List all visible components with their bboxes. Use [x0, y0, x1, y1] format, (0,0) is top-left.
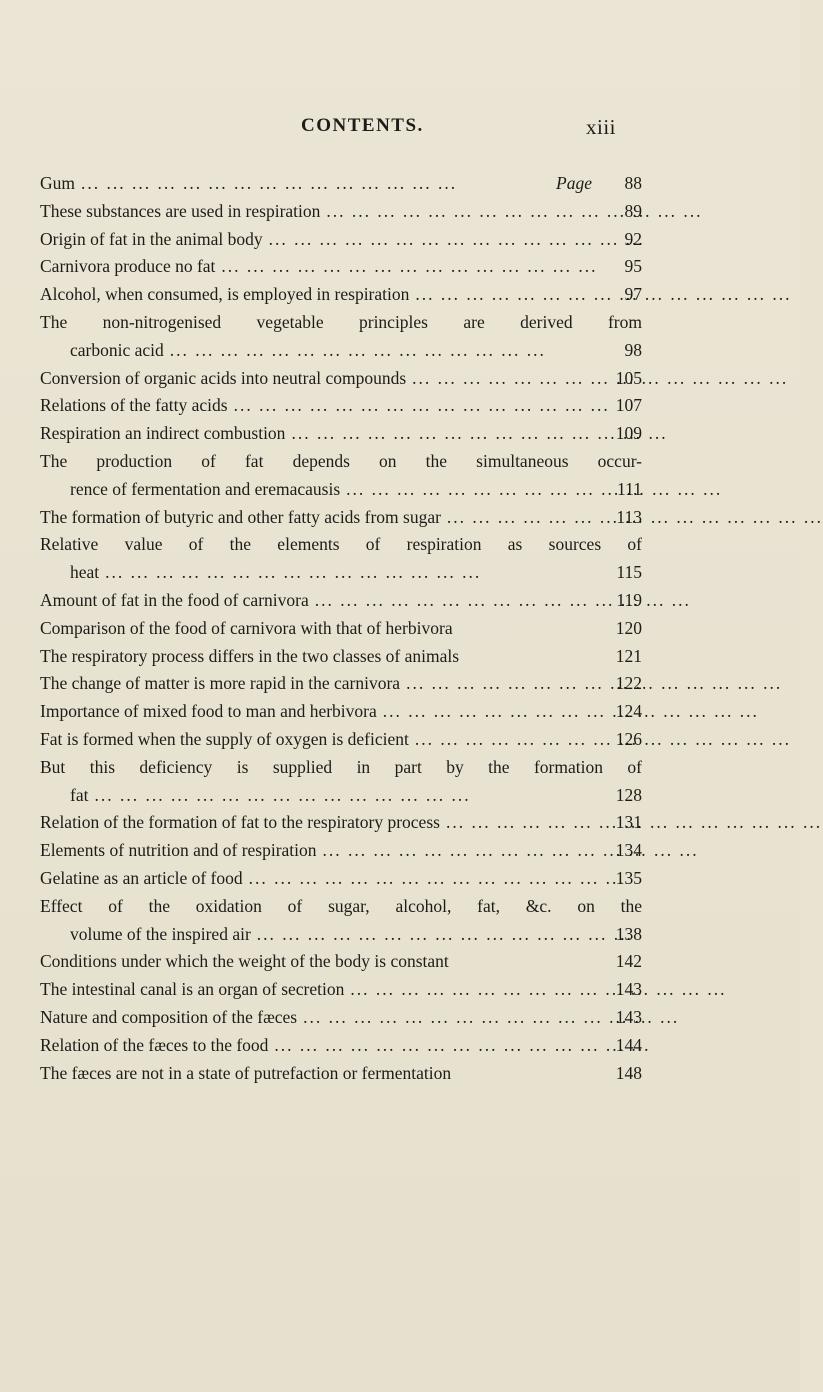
- toc-page-number: 109: [615, 423, 642, 444]
- toc-entry-title: Carnivora produce no fat: [40, 256, 216, 277]
- page-header: [0, 115, 800, 145]
- toc-entry: [40, 420, 642, 448]
- toc-page-number: 88: [624, 173, 642, 193]
- toc-page-number: 138: [615, 923, 642, 944]
- dot-leader: [285, 420, 600, 448]
- toc-entry: [40, 448, 642, 504]
- toc-entry-title: Comparison of the food of carnivora with that of herbivora: [40, 617, 453, 638]
- dot-leader: [377, 698, 600, 726]
- toc-entry: [40, 754, 642, 810]
- toc-entry-title: Gelatine as an article of food: [40, 867, 243, 888]
- dot-leader: [99, 559, 600, 587]
- toc-page-number: 115: [616, 562, 642, 583]
- toc-page-number: 124: [615, 701, 642, 722]
- toc-entry: [40, 948, 642, 976]
- dot-leader: [215, 253, 600, 281]
- toc-entry-title: Alcohol, when consumed, is employed in respiration: [40, 284, 410, 305]
- toc-entry-title: The change of matter is more rapid in the carnivora: [40, 673, 401, 694]
- dot-leader: [441, 504, 600, 532]
- toc-entry-title: rence of fermentation and eremacausis: [70, 478, 341, 499]
- toc-page-number: 95: [624, 256, 642, 277]
- toc-entry: [40, 1004, 642, 1032]
- toc-page-number: 148: [615, 1062, 642, 1083]
- dot-leader: [340, 476, 600, 504]
- toc-entry: [40, 281, 642, 309]
- toc-page-number: 92: [624, 228, 642, 249]
- dot-leader: [164, 337, 600, 365]
- toc-entry-title: But this deficiency is supplied in part by the formation of: [40, 756, 642, 777]
- toc-entry-title: The respiratory process differs in the two classes of animals: [40, 645, 460, 666]
- toc-entry-title: Importance of mixed food to man and herbivora: [40, 701, 377, 722]
- toc-entry-title: Effect of the oxidation of sugar, alcohol, fat, &c. on the: [40, 895, 642, 916]
- toc-entry: [40, 365, 642, 393]
- toc-entry-title: Gum: [40, 173, 75, 193]
- toc-entry-title: Nature and composition of the fæces: [40, 1006, 298, 1027]
- toc-entry: [40, 1032, 642, 1060]
- toc-entry-title: Relation of the fæces to the food: [40, 1034, 269, 1055]
- dot-leader: [409, 281, 600, 309]
- toc-entry-title: Relation of the formation of fat to the respiratory process: [40, 812, 440, 833]
- dot-leader: [317, 837, 600, 865]
- toc-page-number: 126: [615, 728, 642, 749]
- toc-entry: [40, 670, 642, 698]
- toc-entry-title: Origin of fat in the animal body: [40, 228, 263, 249]
- toc-page-number: 89: [624, 200, 642, 221]
- dot-leader: [440, 809, 600, 837]
- toc-page-number: 135: [615, 867, 642, 888]
- toc-entry-title: The non-nitrogenised vegetable principles are derived from: [40, 311, 642, 332]
- toc-entry-title: heat: [70, 562, 100, 583]
- toc-entry: [40, 837, 642, 865]
- dot-leader: [228, 392, 600, 420]
- page-number: xiii: [586, 115, 617, 139]
- dot-leader: [268, 1032, 600, 1060]
- toc-entry-title: Relations of the fatty acids: [40, 395, 228, 416]
- toc-entry-title: volume of the inspired air: [70, 923, 251, 944]
- toc-entry: [40, 253, 642, 281]
- dot-leader: [88, 782, 600, 810]
- toc-entry-title: The intestinal canal is an organ of secretion: [40, 979, 345, 1000]
- table-of-contents: [40, 170, 642, 1087]
- dot-leader: [251, 921, 600, 949]
- toc-page-number: 111: [617, 478, 642, 499]
- toc-entry-title: Elements of nutrition and of respiration: [40, 840, 317, 861]
- dot-leader: [344, 976, 600, 1004]
- toc-entry: [40, 531, 642, 587]
- toc-entry-title: The formation of butyric and other fatty acids from sugar: [40, 506, 441, 527]
- dot-leader: [406, 365, 600, 393]
- toc-page-number: 98: [624, 339, 642, 360]
- toc-entry-title: Conditions under which the weight of the body is constant: [40, 951, 449, 972]
- toc-page-number: 97: [624, 284, 642, 305]
- toc-entry: [40, 643, 642, 671]
- dot-leader: [320, 198, 600, 226]
- toc-entry: [40, 170, 642, 198]
- toc-entry: [40, 893, 642, 949]
- toc-page-number: 142: [615, 951, 642, 972]
- toc-entry: [40, 865, 642, 893]
- toc-page-number: 113: [616, 506, 642, 527]
- toc-entry: [40, 976, 642, 1004]
- toc-page-number: 119: [616, 589, 642, 610]
- toc-entry-title: Conversion of organic acids into neutral compounds: [40, 367, 407, 388]
- toc-entry-title: Amount of fat in the food of carnivora: [40, 589, 309, 610]
- dot-leader: [309, 587, 600, 615]
- toc-entry-title: carbonic acid: [70, 339, 164, 360]
- toc-entry: [40, 615, 642, 643]
- toc-entry-title: Respiration an indirect combustion: [40, 423, 286, 444]
- toc-page-number: 122: [615, 673, 642, 694]
- toc-page-number: 128: [615, 784, 642, 805]
- dot-leader: [263, 226, 600, 254]
- toc-page-number: 131: [615, 812, 642, 833]
- toc-entry: [40, 392, 642, 420]
- toc-entry-title: The fæces are not in a state of putrefaction or fermentation: [40, 1062, 452, 1083]
- toc-entry: [40, 309, 642, 365]
- toc-entry: [40, 1060, 642, 1088]
- toc-page-number: 121: [615, 645, 642, 666]
- toc-entry: [40, 198, 642, 226]
- dot-leader: [400, 670, 600, 698]
- toc-page-number: 144: [615, 1034, 642, 1055]
- toc-page-number: 105: [615, 367, 642, 388]
- dot-leader: [243, 865, 600, 893]
- toc-page-number: 107: [615, 395, 642, 416]
- page-label: Page: [556, 173, 592, 193]
- toc-entry: [40, 504, 642, 532]
- toc-entry: [40, 809, 642, 837]
- toc-entry-title: fat: [70, 784, 89, 805]
- toc-entry-title: These substances are used in respiration: [40, 200, 321, 221]
- dot-leader: [75, 170, 552, 198]
- running-title: CONTENTS.: [301, 115, 424, 136]
- toc-page-number: 143: [615, 1006, 642, 1027]
- toc-page-number: 143: [615, 979, 642, 1000]
- toc-page-number: 134: [615, 840, 642, 861]
- toc-entry: [40, 698, 642, 726]
- toc-entry-title: The production of fat depends on the simultaneous occur-: [40, 450, 642, 471]
- toc-entry: [40, 226, 642, 254]
- toc-entry-title: Relative value of the elements of respiration as sources of: [40, 534, 642, 555]
- toc-entry: [40, 587, 642, 615]
- dot-leader: [297, 1004, 600, 1032]
- toc-page-number: 120: [615, 617, 642, 638]
- toc-entry: [40, 726, 642, 754]
- toc-entry-title: Fat is formed when the supply of oxygen is deficient: [40, 728, 409, 749]
- dot-leader: [409, 726, 600, 754]
